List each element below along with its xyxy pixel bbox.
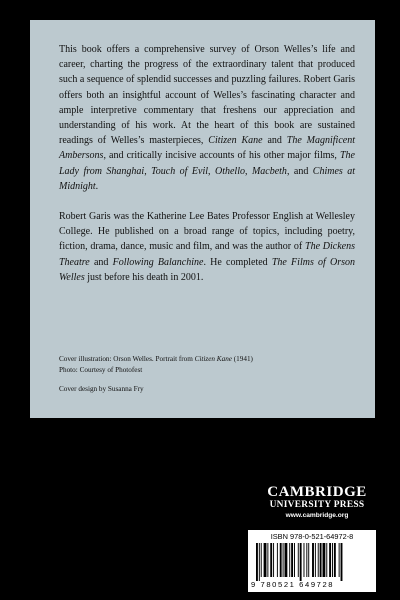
- publisher-subtitle: UNIVERSITY PRESS: [269, 500, 365, 510]
- isbn-barcode-box: [248, 530, 376, 592]
- blurb-paragraph-author-bio: Robert Garis was the Katherine Lee Bates Professor English at Wellesley College. He published on a broad range of topics, including poetry, fiction, drama, dance, music and film, and was the author of The Dickens Theatre and Following Balanchine. He completed The Films of Orson Welles just before his death in 2001.: [59, 211, 356, 283]
- publisher-name: CAMBRIDGE: [267, 484, 367, 500]
- publisher-url: www.cambridge.org: [285, 512, 349, 519]
- design-credit: Cover design by Susanna Fry: [59, 385, 144, 393]
- cover-credits: [59, 354, 253, 395]
- blurb-panel: [30, 20, 375, 418]
- barcode-icon: [256, 543, 368, 581]
- isbn-label: ISBN 978-0-521-64972-8: [270, 532, 354, 541]
- barcode-digits: 9 780521 649728: [251, 580, 335, 589]
- illustration-credit: Cover illustration: Orson Welles. Portrait from Citizen Kane (1941): [59, 355, 253, 363]
- blurb-paragraph-summary: This book offers a comprehensive survey of Orson Welles’s life and career, charting the progress of the extraordinary talent that produced such a sequence of splendid successes and puzzling failures. Robert Garis offers both an insightful account of Welles’s fascinating character and ample interpretive commentary that freshens our appreciation and understanding of his work. At the heart of this book are sustained readings of Welles’s masterpieces, Citizen Kane and The Magnificent Ambersons, and critically incisive accounts of his other major films, The Lady from Shanghai, Touch of Evil, Othello, Macbeth, and Chimes at Midnight.: [59, 44, 356, 192]
- publisher-logo: [262, 485, 372, 520]
- photo-credit: Photo: Courtesy of Photofest: [59, 366, 143, 374]
